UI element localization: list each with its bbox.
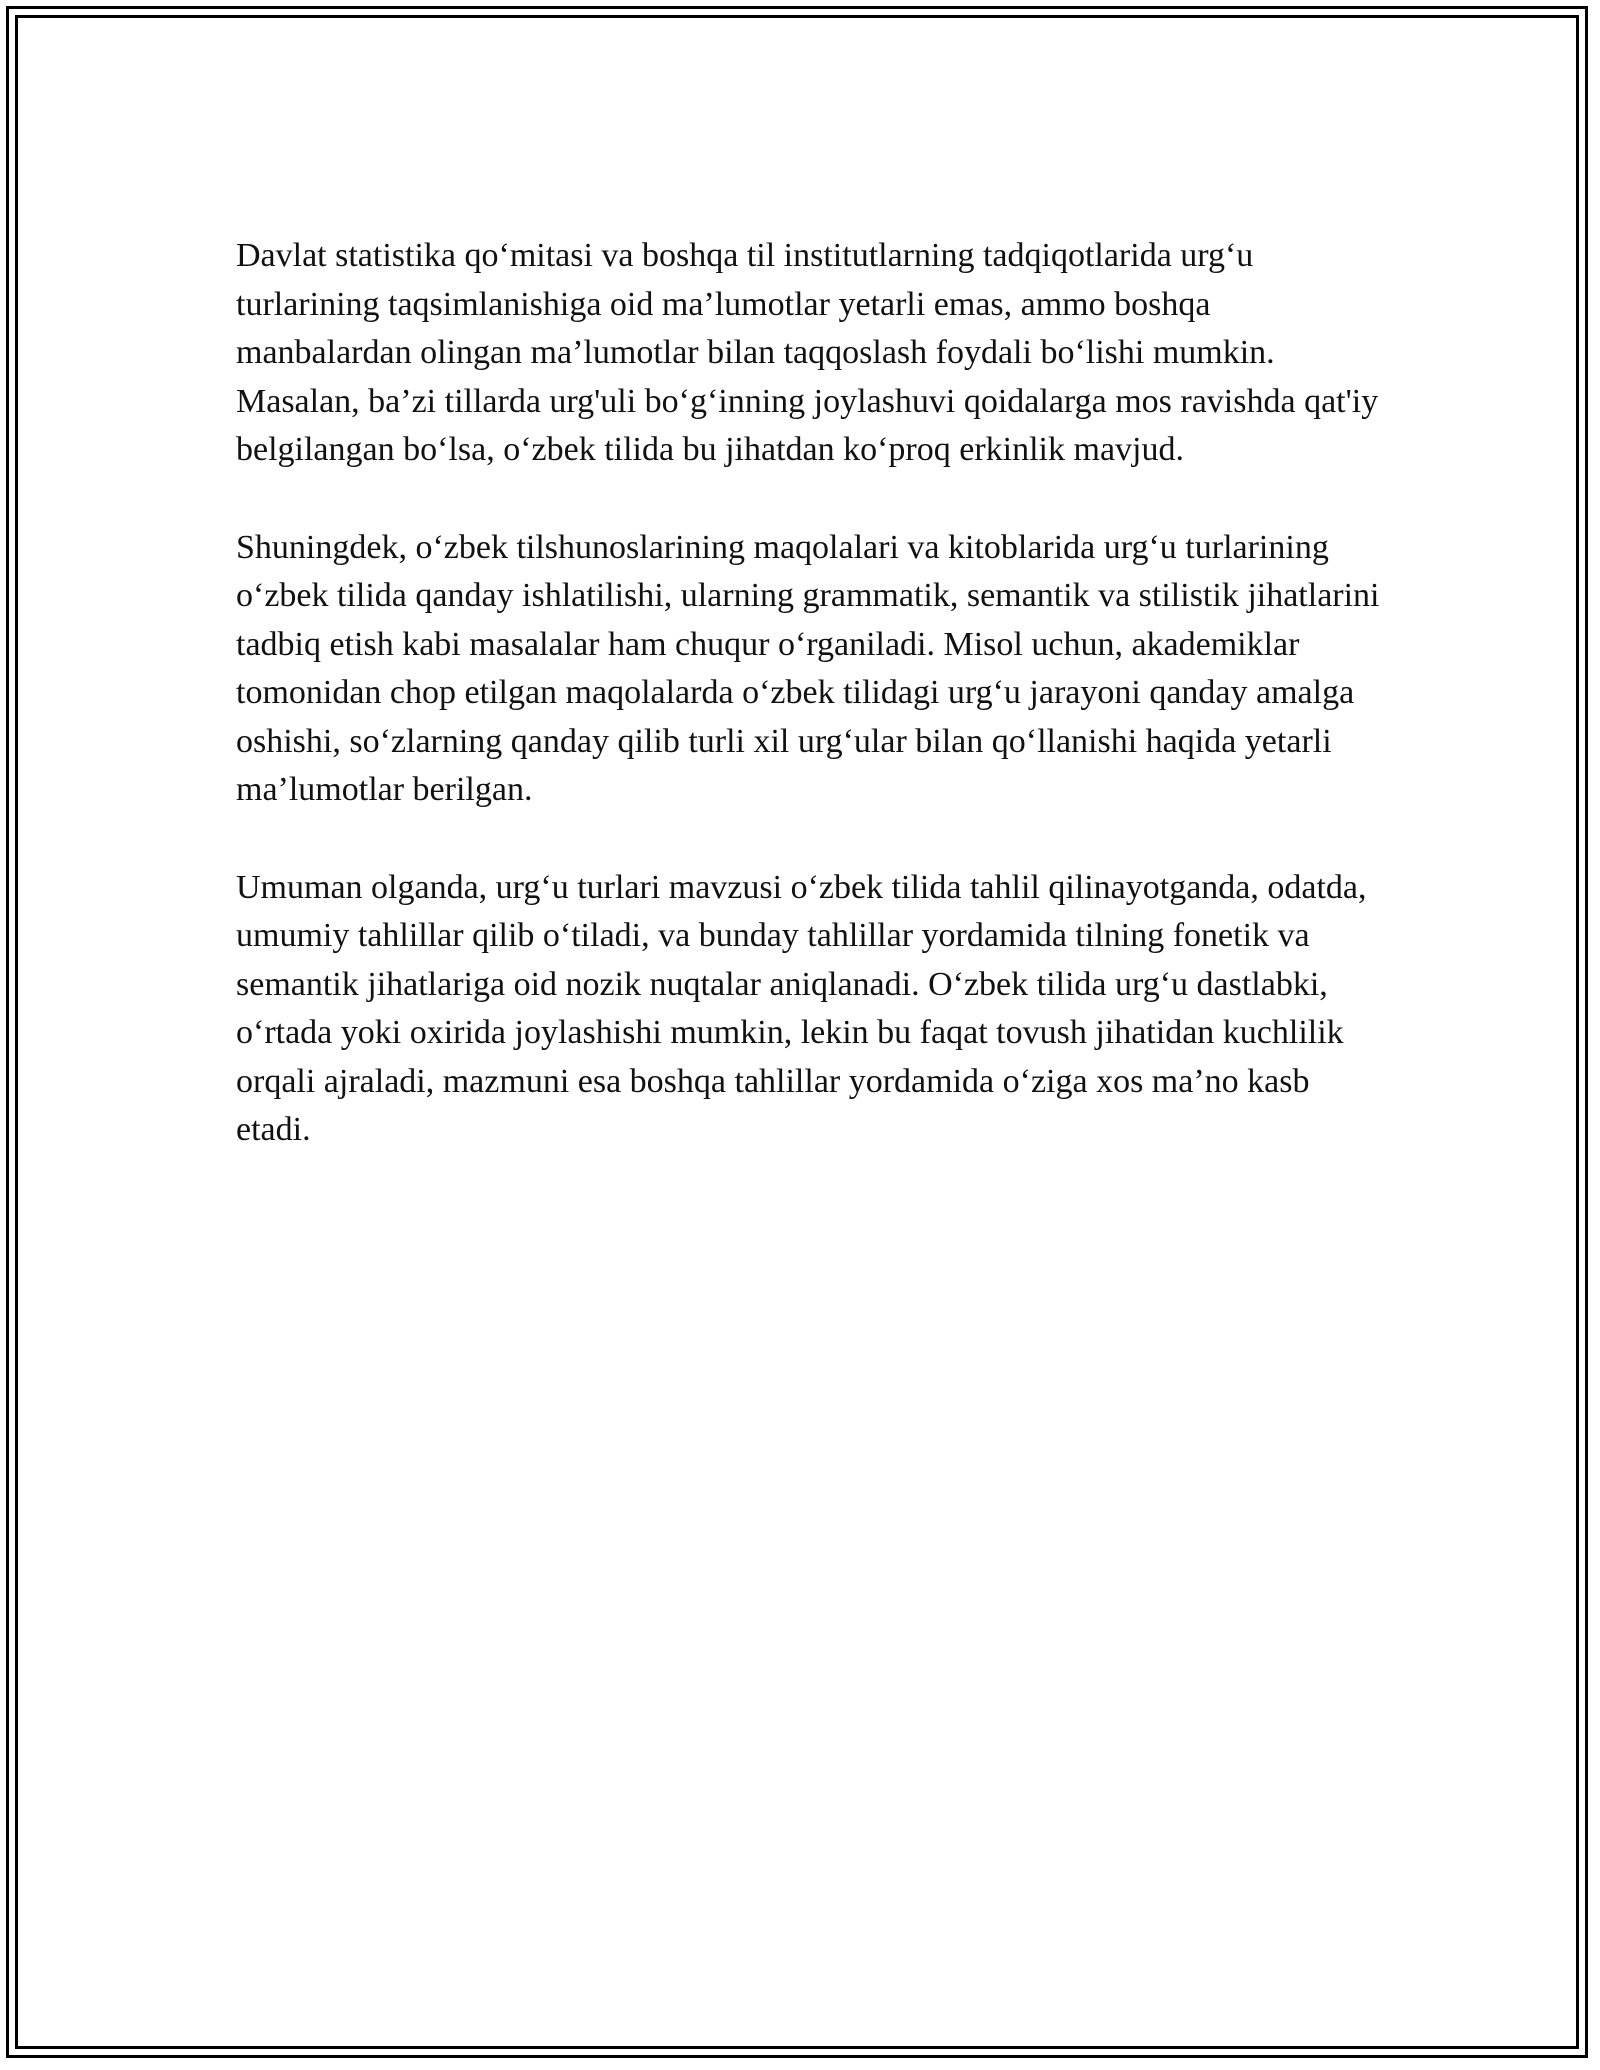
paragraph-3: Umuman olganda, urg‘u turlari mavzusi o‘zbek tilida tahlil qilinayotganda, odatda, umumiy tahlillar qilib o‘tiladi, va bunday tahlillar yordamida tilning fonetik va semantik jihatlariga oid nozik nuqtalar aniqlanadi. O‘zbek tilida urg‘u dastlabki, o‘rtada yoki oxirida joylashishi mumkin, lekin bu faqat tovush jihatidan kuchlilik orqali ajraladi, mazmuni esa boshqa tahlillar yordamida o‘ziga xos ma’no kasb etadi. — [236, 868, 1367, 1148]
paragraph-2: Shuningdek, o‘zbek tilshunoslarining maqolalari va kitoblarida urg‘u turlarining o‘zbek tilida qanday ishlatilishi, ularning grammatik, semantik va stilistik jihatlarini tadbiq etish kabi masalalar ham chuqur o‘rganiladi. Misol uchun, akademiklar tomonidan chop etilgan maqolalarda o‘zbek tilidagi urg‘u jarayoni qanday amalga oshishi, so‘zlarning qanday qilib turli xil urg‘ular bilan qo‘llanishi haqida yetarli ma’lumotlar berilgan. — [236, 528, 1380, 808]
document-body — [236, 232, 1386, 1204]
paragraph-1: Davlat statistika qo‘mitasi va boshqa til institutlarning tadqiqotlarida urg‘u turlarining taqsimlanishiga oid ma’lumotlar yetarli emas, ammo boshqa manbalardan olingan ma’lumotlar bilan taqqoslash foydali bo‘lishi mumkin. Masalan, ba’zi tillarda urg'uli bo‘g‘inning joylashuvi qoidalarga mos ravishda qat'iy belgilangan bo‘lsa, o‘zbek tilida bu jihatdan ko‘proq erkinlik mavjud. — [236, 237, 1379, 468]
